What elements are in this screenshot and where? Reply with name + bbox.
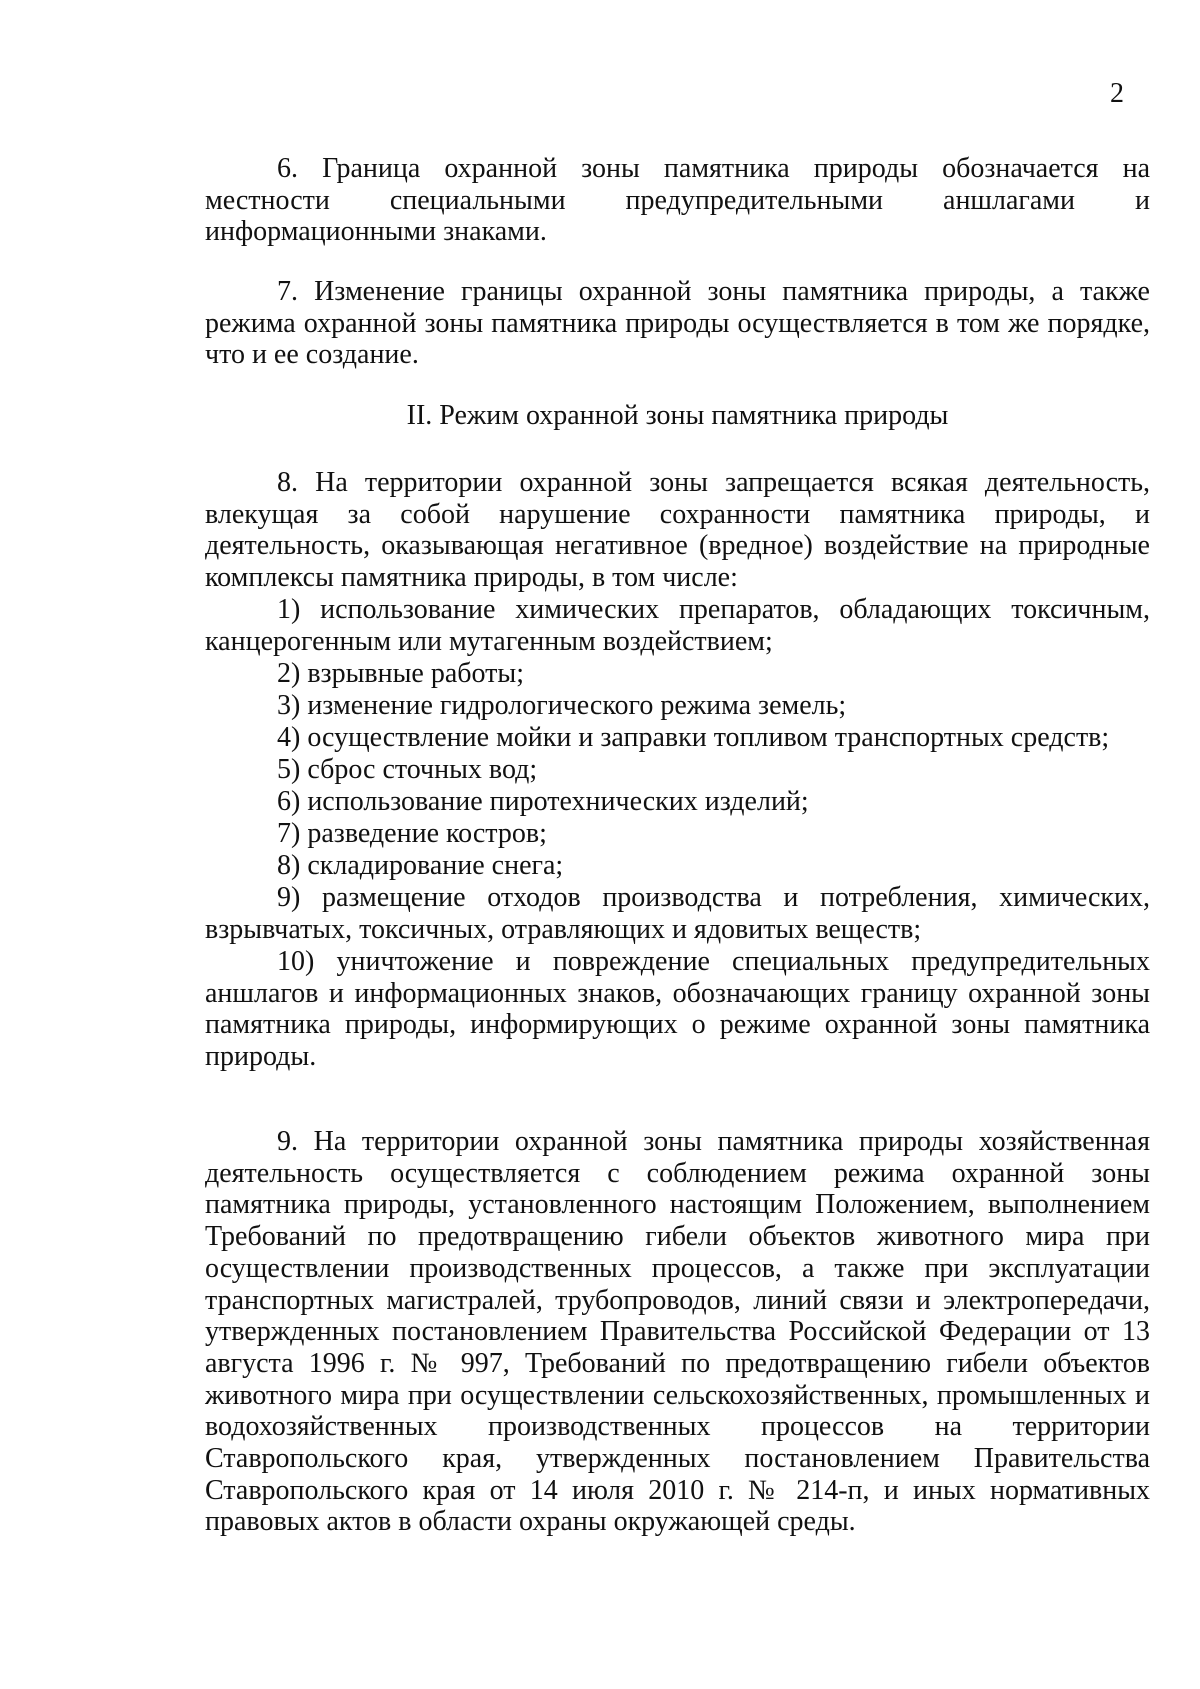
list-item: 2) взрывные работы;: [277, 658, 524, 689]
list-item: 3) изменение гидрологического режима земель;: [277, 690, 847, 721]
paragraph-7: 7. Изменение границы охранной зоны памятника природы, а также режима охранной зоны памятника природы осуществляется в том же порядке, что и ее создание.: [205, 276, 1150, 371]
paragraph-8: 8. На территории охранной зоны запрещается всякая деятельность, влекущая за собой нарушение сохранности памятника природы, и деятельность, оказывающая негативное (вредное) воздействие на природные комплексы памятника природы, в том числе:: [205, 467, 1150, 594]
list-item: 6) использование пиротехнических изделий;: [277, 786, 809, 817]
list-item: 7) разведение костров;: [277, 818, 547, 849]
list-item: 5) сброс сточных вод;: [277, 754, 538, 785]
list-item: 1) использование химических препаратов, обладающих токсичным, канцерогенным или мутагенным воздействием;: [205, 594, 1150, 657]
section-heading: II. Режим охранной зоны памятника природы: [406, 400, 949, 431]
page-number: 2: [1110, 78, 1124, 109]
paragraph-9: 9. На территории охранной зоны памятника природы хозяйственная деятельность осуществляется с соблюдением режима охранной зоны памятника природы, установленного настоящим Положением, выполнением Требований по предотвращению гибели объектов животного мира при осуществлении производственных процессов, а также при эксплуатации транспортных магистралей, трубопроводов, линий связи и электропередачи, утвержденных постановлением Правительства Российской Федерации от 13 августа 1996 г. № 997, Требований по предотвращению гибели объектов животного мира при осуществлении сельскохозяйственных, промышленных и водохозяйственных производственных процессов на территории Ставропольского края, утвержденных постановлением Правительства Ставропольского края от 14 июля 2010 г. № 214-п, и иных нормативных правовых актов в области охраны окружающей среды.: [205, 1126, 1150, 1538]
list-item: 9) размещение отходов производства и потребления, химических, взрывчатых, токсичных, отравляющих и ядовитых веществ;: [205, 882, 1150, 945]
list-item: 8) складирование снега;: [277, 850, 564, 881]
paragraph-6: 6. Граница охранной зоны памятника природы обозначается на местности специальными предупредительными аншлагами и информационными знаками.: [205, 153, 1150, 248]
list-item: 10) уничтожение и повреждение специальных предупредительных аншлагов и информационных знаков, обозначающих границу охранной зоны памятника природы, информирующих о режиме охранной зоны памятника природы.: [205, 946, 1150, 1073]
list-item: 4) осуществление мойки и заправки топливом транспортных средств;: [277, 722, 1110, 753]
